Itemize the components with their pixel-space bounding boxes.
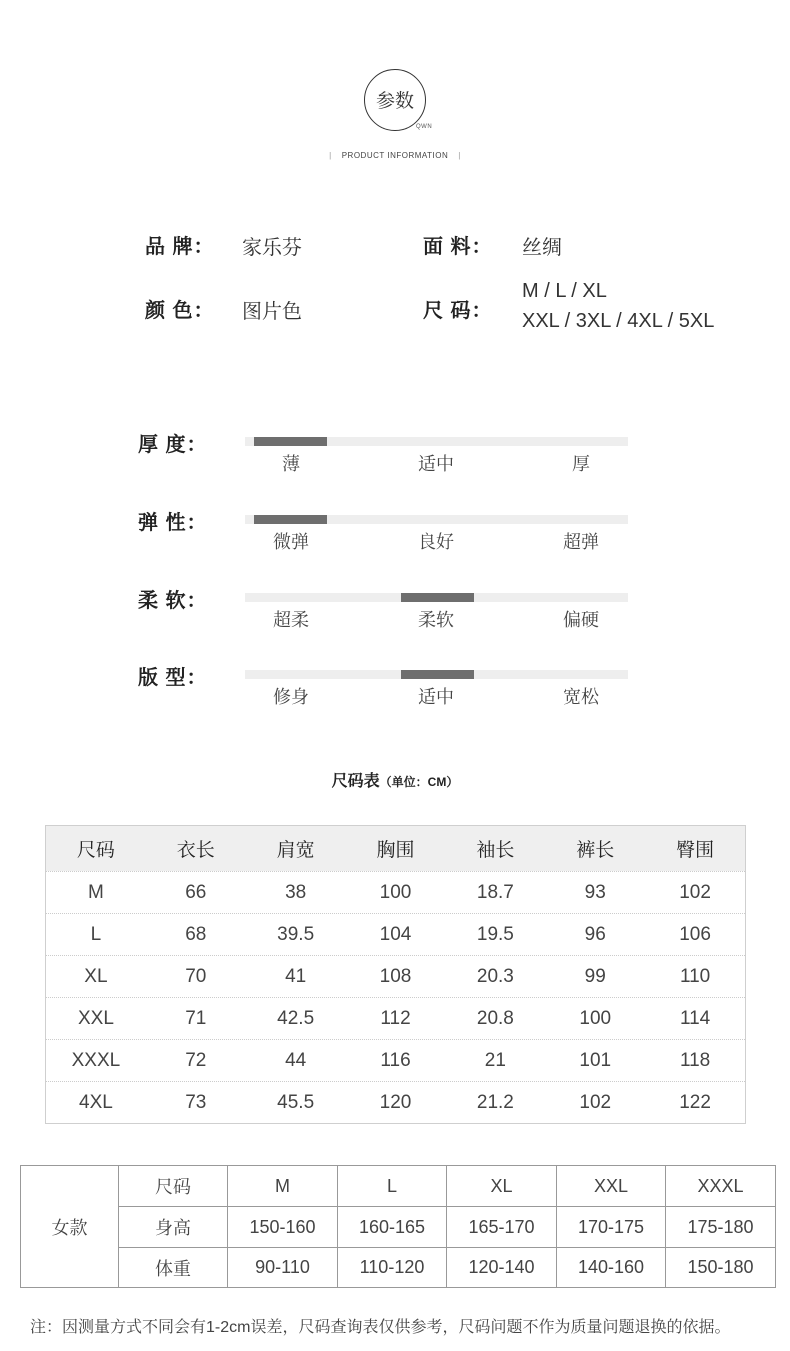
fit-table-cell: L — [338, 1166, 447, 1207]
fit-table-cell: XXXL — [666, 1166, 776, 1207]
size-table-cell: 44 — [285, 1049, 307, 1071]
attribute-option: 宽松 — [563, 687, 599, 707]
color-value: 图片色 — [242, 301, 302, 323]
size-table-cell: 102 — [579, 1091, 612, 1113]
size-table-title — [0, 768, 790, 791]
attribute-option: 柔软 — [418, 610, 454, 630]
fit-table-cell: XXL — [557, 1166, 666, 1207]
size-table-cell: 120 — [379, 1091, 412, 1113]
fit-table-cell: XL — [447, 1166, 557, 1207]
size-table-cell: 20.3 — [476, 965, 514, 987]
size-table-cell: 100 — [579, 1007, 612, 1029]
size-table-header-row — [46, 826, 745, 871]
fit-table-cell: 120-140 — [447, 1248, 557, 1288]
size-table-cell: 39.5 — [277, 923, 315, 945]
size-table-cell: M — [88, 881, 104, 903]
color-label: 颜 色： — [145, 300, 215, 322]
section-subtitle: | PRODUCT INFORMATION | — [329, 151, 461, 160]
size-table-cell: XL — [84, 965, 108, 987]
fit-table-cell: M — [228, 1166, 338, 1207]
size-table-cell: XXXL — [71, 1049, 121, 1071]
size-table-cell: 102 — [679, 881, 711, 903]
size-table-cell: 112 — [380, 1007, 411, 1029]
size-line-2: XXL / 3XL / 4XL / 5XL — [522, 310, 715, 332]
size-table-cell: 101 — [579, 1049, 612, 1071]
size-table-cell: 71 — [185, 1007, 207, 1029]
footnote: 注：因测量方式不同会有1-2cm误差，尺码查询表仅供参考，尺码问题不作为质量问题退换的依据。 — [30, 1319, 731, 1336]
fit-table-cell: 160-165 — [338, 1207, 447, 1248]
table-row — [46, 997, 745, 1039]
fit-table — [20, 1165, 776, 1288]
attribute-label: 版 型： — [138, 667, 208, 689]
size-table-cell: 108 — [379, 965, 412, 987]
table-row — [46, 1039, 745, 1081]
size-table-header-cell: 肩宽 — [276, 840, 315, 861]
fit-table-cell: 170-175 — [557, 1207, 666, 1248]
attribute-track — [245, 437, 628, 446]
size-table-cell: 106 — [679, 923, 711, 945]
size-table-cell: 45.5 — [277, 1091, 315, 1113]
size-table-header-cell: 裤长 — [576, 840, 615, 861]
size-table-cell: 122 — [679, 1091, 711, 1113]
size-table-cell: 99 — [584, 965, 606, 987]
attribute-level-fill — [254, 437, 327, 446]
attribute-option: 良好 — [418, 532, 454, 552]
table-row — [46, 955, 745, 997]
size-table-header-cell: 尺码 — [76, 840, 115, 861]
fit-table-cell: 150-160 — [228, 1207, 338, 1248]
fit-table-cell: 140-160 — [557, 1248, 666, 1288]
size-table-cell: 21.2 — [476, 1091, 514, 1113]
attribute-level-fill — [401, 670, 474, 679]
size-table-cell: 70 — [185, 965, 207, 987]
size-table-header-cell: 臀围 — [676, 840, 715, 861]
fit-table-row — [21, 1166, 776, 1207]
size-table-cell: 93 — [584, 881, 606, 903]
size-table-cell: 72 — [185, 1049, 207, 1071]
size-table-cell: 21 — [484, 1049, 506, 1071]
attribute-option: 厚 — [572, 454, 590, 474]
size-table-unit: （单位：CM） — [379, 775, 459, 789]
brand-value: 家乐芬 — [242, 237, 302, 259]
subtitle-text: PRODUCT INFORMATION — [341, 151, 449, 160]
size-table — [45, 825, 746, 1124]
attribute-option: 修身 — [273, 687, 309, 707]
fit-table-cell: 90-110 — [228, 1248, 338, 1288]
table-row — [46, 871, 745, 913]
size-table-cell: 42.5 — [277, 1007, 315, 1029]
attribute-option: 超柔 — [273, 610, 309, 630]
size-line-1: M / L / XL — [522, 280, 607, 302]
size-table-cell: 66 — [185, 881, 207, 903]
attribute-label: 厚 度： — [138, 434, 208, 456]
attribute-option: 适中 — [418, 687, 454, 707]
fabric-label: 面 料： — [423, 236, 493, 258]
fit-table-group-cell: 女款 — [21, 1166, 119, 1288]
brand-label: 品 牌： — [145, 236, 215, 258]
fit-table-cell: 110-120 — [338, 1248, 447, 1288]
size-table-cell: 41 — [285, 965, 307, 987]
table-row — [46, 913, 745, 955]
attribute-option: 适中 — [418, 454, 454, 474]
logo-sub: QWN — [416, 124, 433, 130]
attribute-option: 薄 — [282, 454, 300, 474]
attribute-option: 偏硬 — [563, 610, 599, 630]
fit-table-cell: 150-180 — [666, 1248, 776, 1288]
size-table-cell: 104 — [379, 923, 412, 945]
fabric-value: 丝绸 — [522, 237, 562, 259]
fit-table-cell: 体重 — [119, 1248, 228, 1288]
size-table-cell: 68 — [185, 923, 207, 945]
size-table-cell: 100 — [379, 881, 412, 903]
table-row — [46, 1081, 745, 1123]
fit-table-cell: 尺码 — [119, 1166, 228, 1207]
logo-text: 参数 — [375, 91, 414, 112]
size-table-header-cell: 衣长 — [176, 840, 215, 861]
fit-table-cell: 175-180 — [666, 1207, 776, 1248]
attribute-track — [245, 593, 628, 602]
size-table-cell: 73 — [185, 1091, 207, 1113]
attribute-level-fill — [401, 593, 474, 602]
fit-table-cell: 165-170 — [447, 1207, 557, 1248]
size-table-cell: 96 — [584, 923, 606, 945]
attribute-level-fill — [254, 515, 327, 524]
size-table-cell: 38 — [285, 881, 307, 903]
size-table-title-text: 尺码表 — [331, 773, 380, 790]
attribute-option: 微弹 — [273, 532, 309, 552]
size-table-cell: L — [90, 923, 102, 945]
size-table-cell: XXL — [77, 1007, 114, 1029]
size-table-header-cell: 袖长 — [476, 840, 515, 861]
attribute-track — [245, 670, 628, 679]
size-table-cell: 116 — [380, 1049, 411, 1071]
attribute-label: 弹 性： — [138, 512, 208, 534]
size-label: 尺 码： — [423, 300, 493, 322]
size-table-cell: 118 — [679, 1049, 711, 1071]
size-table-cell: 19.5 — [476, 923, 514, 945]
attribute-label: 柔 软： — [138, 590, 208, 612]
size-table-cell: 18.7 — [476, 881, 514, 903]
fit-table-row — [21, 1207, 776, 1248]
size-table-cell: 20.8 — [476, 1007, 514, 1029]
fit-table-cell: 身高 — [119, 1207, 228, 1248]
size-table-cell: 4XL — [79, 1091, 113, 1113]
fit-table-row — [21, 1248, 776, 1288]
size-table-cell: 110 — [679, 965, 711, 987]
size-table-cell: 114 — [679, 1007, 711, 1029]
size-table-header-cell: 胸围 — [376, 840, 415, 861]
attribute-track — [245, 515, 628, 524]
size-values — [522, 276, 714, 336]
attribute-option: 超弹 — [563, 532, 599, 552]
